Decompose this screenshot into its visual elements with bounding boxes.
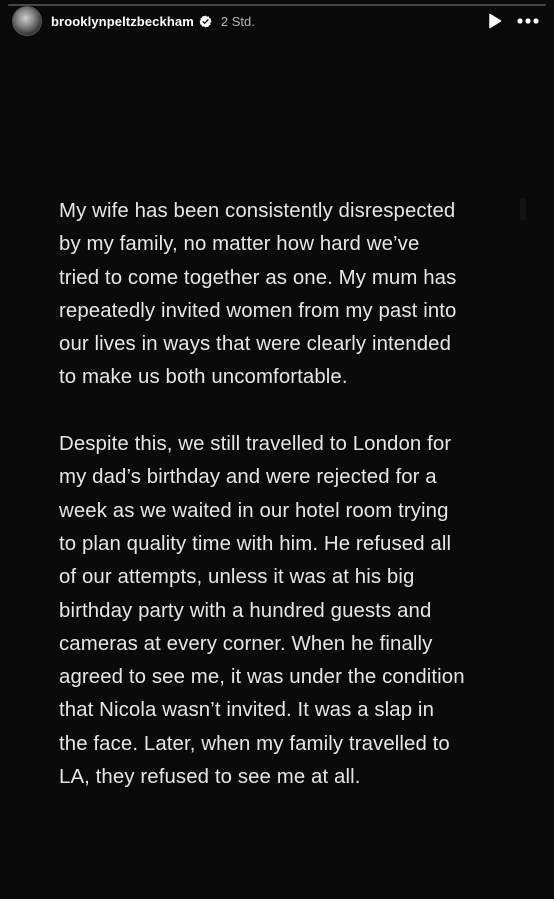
- story-paragraph-1: My wife has been consistently disrespected by my family, no matter how hard we’ve tried to come together as one. My mum has repeatedly invited women from my past into our lives in ways that were clearly intended to make us both uncomfortable.: [59, 200, 457, 389]
- username-link[interactable]: brooklynpeltzbeckham: [51, 13, 194, 29]
- more-horizontal-icon: [517, 18, 539, 24]
- verified-badge-icon: [199, 15, 212, 28]
- story-paragraph-2: Despite this, we still travelled to London for my dad’s birthday and were rejected for a week as we waited in our hotel room trying to plan quality time with him. He refused all of our attempts, unless it was at his big birthday party with a hundred guests and cameras at every corner. When he finally agreed to see me, it was under the condition that Nicola wasn’t invited. It was a slap in the face. Later, when my family travelled to LA, they refused to see me at all.: [59, 433, 465, 789]
- profile-avatar[interactable]: [12, 6, 42, 36]
- story-header: [0, 0, 554, 42]
- story-text: [59, 195, 509, 794]
- play-icon: [488, 13, 502, 29]
- scroll-indicator: [520, 198, 526, 220]
- play-button[interactable]: [484, 10, 506, 32]
- more-options-button[interactable]: [514, 10, 542, 32]
- story-timestamp: 2 Std.: [220, 13, 255, 29]
